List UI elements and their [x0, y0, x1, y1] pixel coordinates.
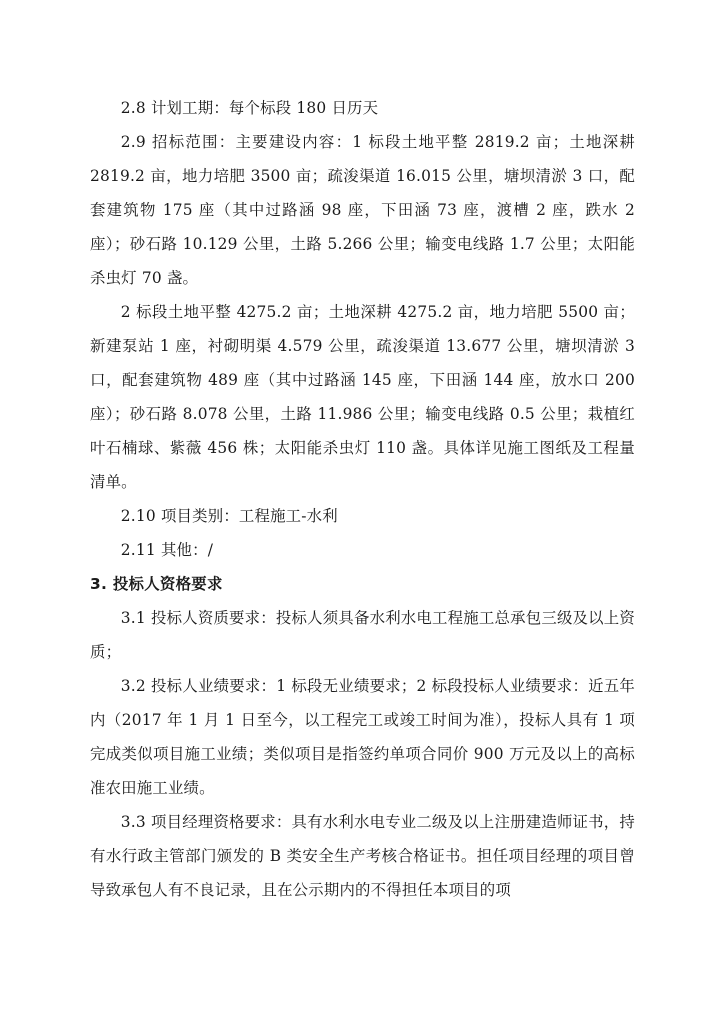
- section-2-9-scope: 2.9 招标范围：主要建设内容：1 标段土地平整 2819.2 亩；土地深耕 2819.2 亩，地力培肥 3500 亩；疏浚渠道 16.015 公里，塘坝清淤 3 口，配套建筑物 175 座（其中过路涵 98 座，下田涵 73 座，渡槽 2 座，跌水 2 座）；砂石路 10.129 公里，土路 5.266 公里；输变电线路 1.7 公里；太阳能杀虫灯 70 盏。: [90, 133, 635, 287]
- section-3-3-manager: 3.3 项目经理资格要求：具有水利水电专业二级及以上注册建造师证书，持有水行政主管部门颁发的 B 类安全生产考核合格证书。担任项目经理的项目曾导致承包人有不良记录，且在公示期内的不得担任本项目的项: [90, 813, 635, 899]
- section-2-9-lot-2: 2 标段土地平整 4275.2 亩；土地深耕 4275.2 亩，地力培肥 5500 亩；新建泵站 1 座，衬砌明渠 4.579 公里，疏浚渠道 13.677 公里，塘坝清淤 3 口，配套建筑物 489 座（其中过路涵 145 座，下田涵 144 座，放水口 200 座）；砂石路 8.078 公里，土路 11.986 公里；输变电线路 0.5 公里；栽植红叶石楠球、紫薇 456 株；太阳能杀虫灯 110 盏。具体详见施工图纸及工程量清单。: [90, 303, 635, 491]
- section-2-8-schedule: 2.8 计划工期：每个标段 180 日历天: [120, 99, 379, 117]
- section-2-10-category: 2.10 项目类别：工程施工-水利: [120, 507, 338, 525]
- section-3-2-performance: 3.2 投标人业绩要求：1 标段无业绩要求；2 标段投标人业绩要求：近五年内（2017 年 1 月 1 日至今，以工程完工或竣工时间为准），投标人具有 1 项完成类似项目施工业绩；类似项目是指签约单项合同价 900 万元及以上的高标准农田施工业绩。: [90, 677, 635, 797]
- document-body: [90, 91, 635, 907]
- section-3-1-qualification: 3.1 投标人资质要求：投标人须具备水利水电工程施工总承包三级及以上资质；: [90, 609, 635, 661]
- section-2-11-other: 2.11 其他：/: [120, 541, 214, 559]
- section-3-heading: 3. 投标人资格要求: [90, 575, 223, 593]
